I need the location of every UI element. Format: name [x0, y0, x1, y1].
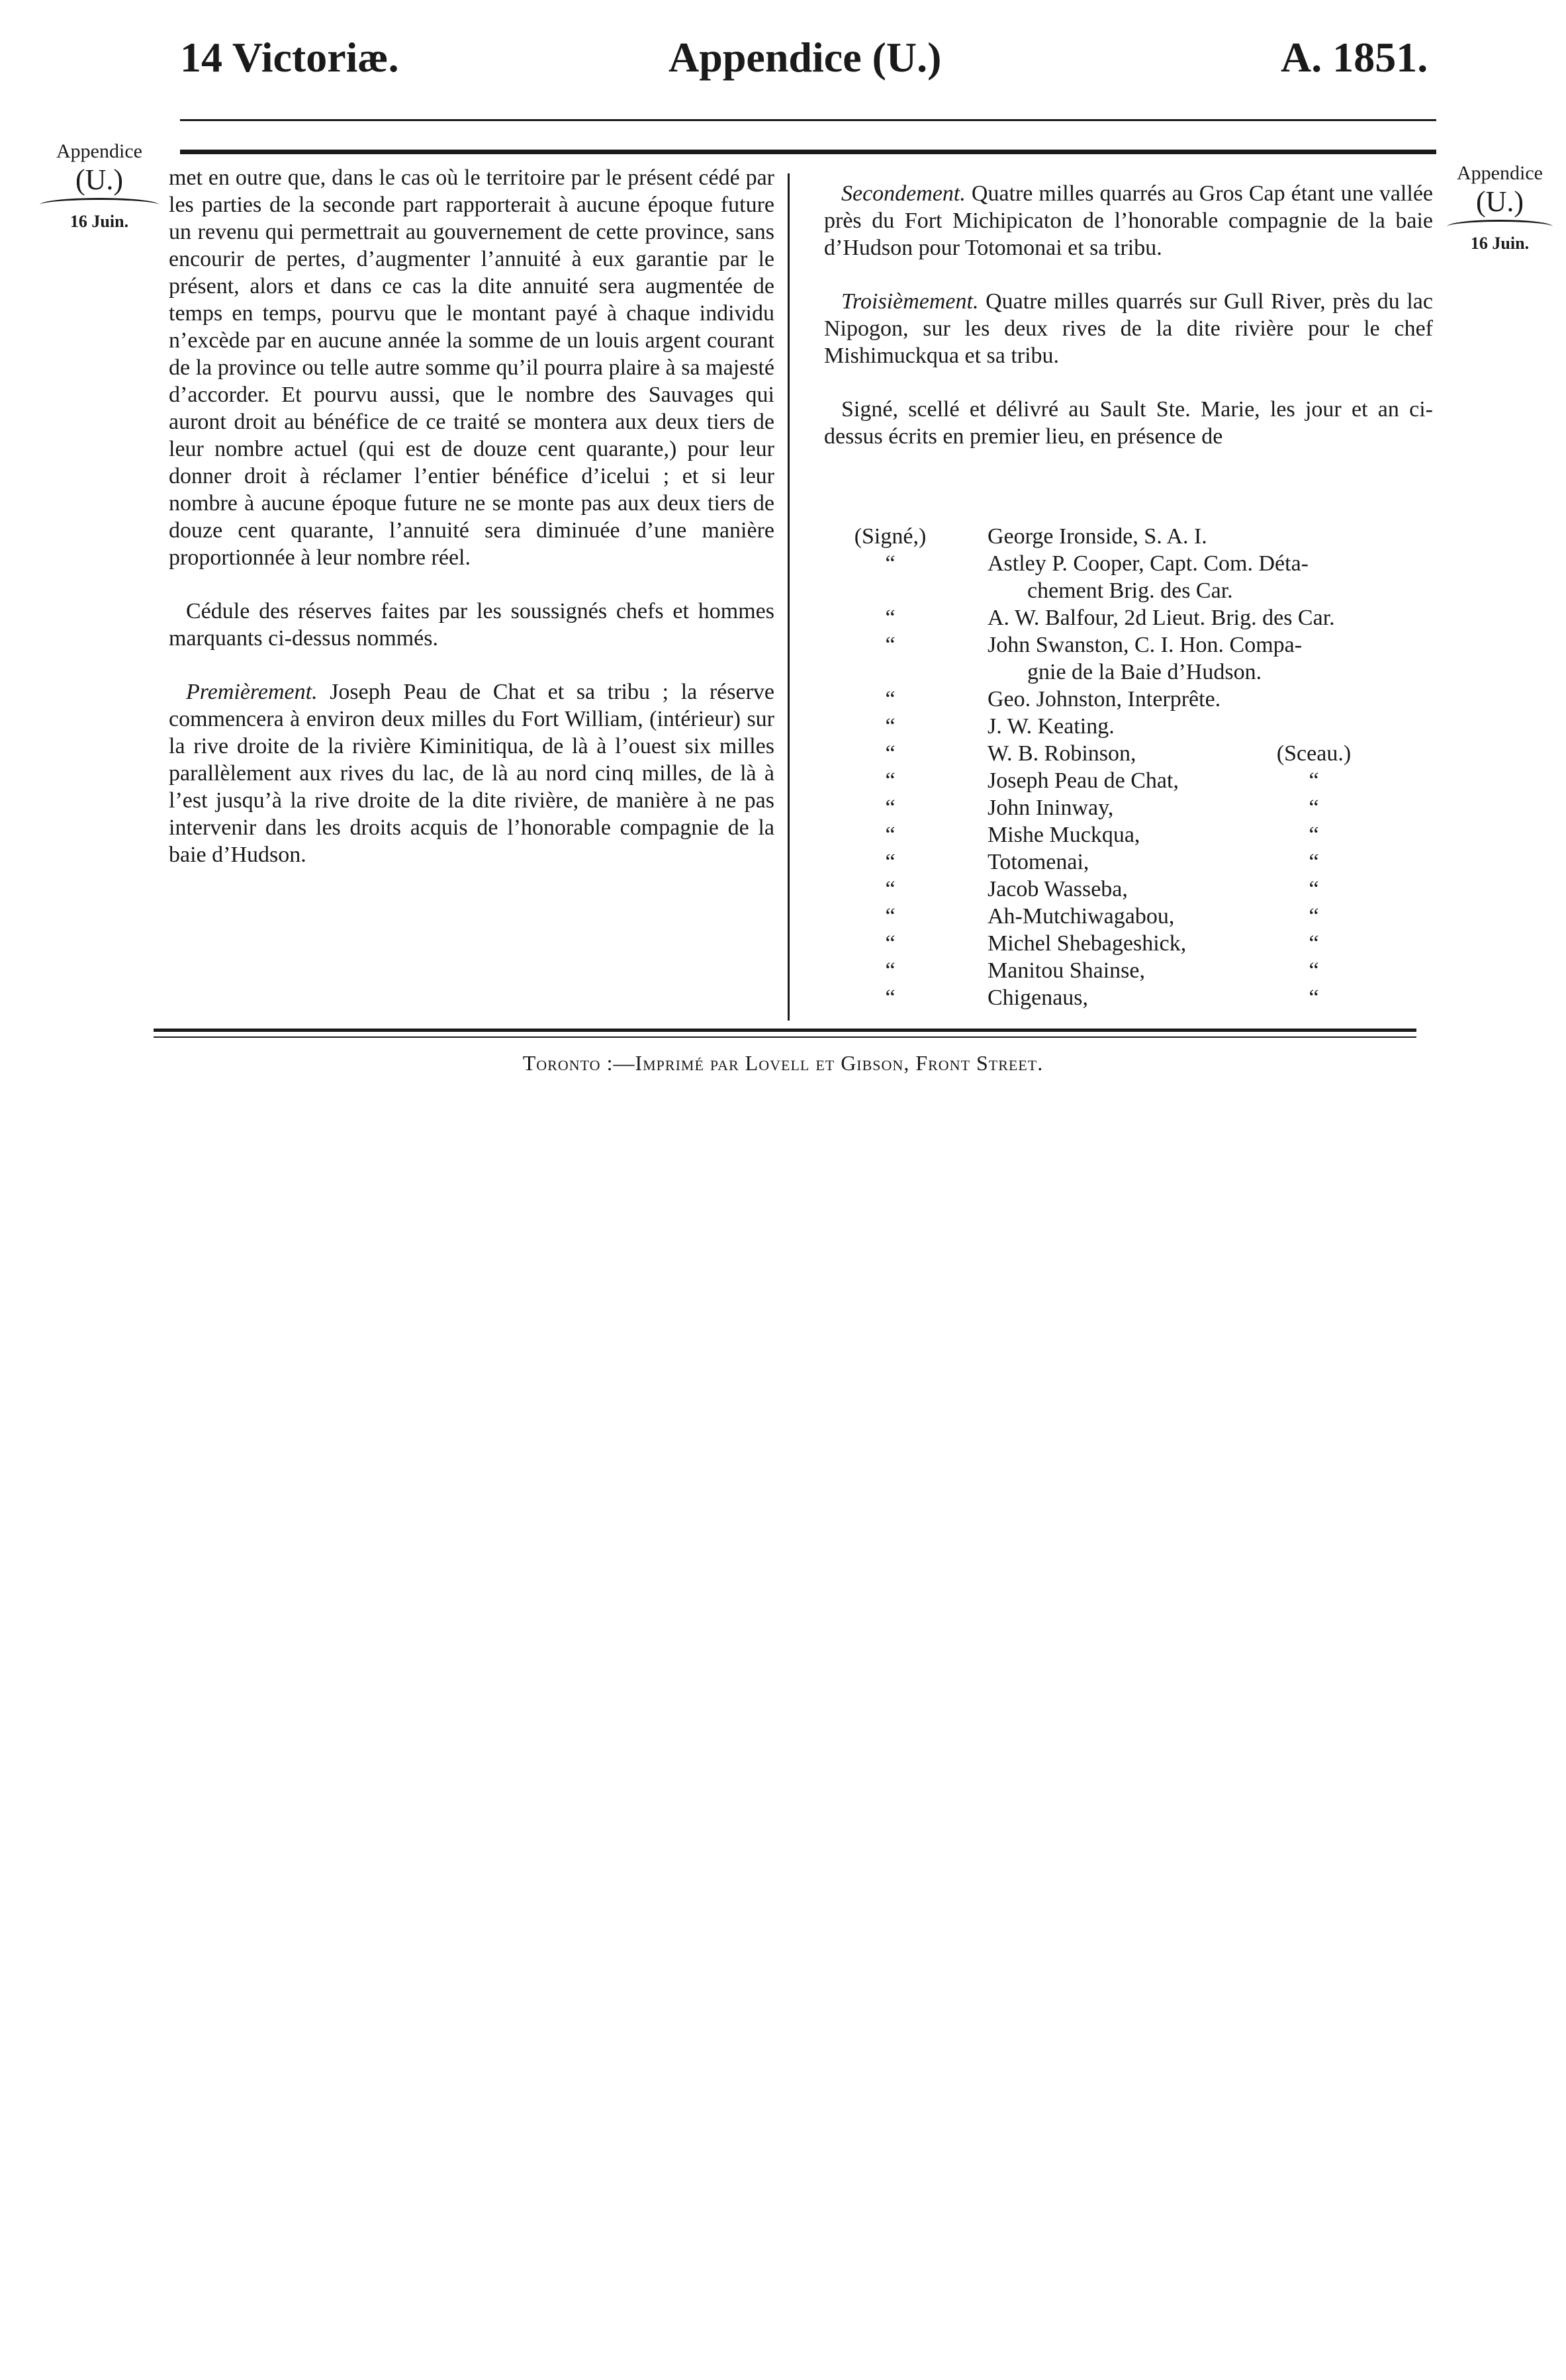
signatory-name	[988, 767, 1451, 794]
signature-row	[837, 957, 1433, 984]
signatory-name-line: Geo. Johnston, Interprête.	[988, 687, 1221, 711]
third-reserve-paragraph	[824, 288, 1433, 369]
signatory-name	[988, 876, 1451, 903]
signature-mark: “	[885, 850, 896, 874]
margin-appendix-letter: (U.)	[75, 163, 124, 196]
signatory-name	[988, 523, 1451, 550]
right-column	[824, 180, 1433, 450]
signatory-name	[988, 713, 1451, 740]
signatory-name-line: Totomenai,	[988, 850, 1089, 874]
signatory-name-line: W. B. Robinson,	[988, 741, 1136, 766]
signature-mark: “	[885, 877, 896, 901]
seal-mark: “	[1309, 877, 1319, 901]
signature-mark: “	[885, 633, 896, 657]
signature-row	[837, 848, 1433, 876]
seal-mark: “	[1309, 958, 1319, 983]
signatory-name-line: Jacob Wasseba,	[988, 877, 1128, 901]
first-reserve-text: Joseph Peau de Chat et sa tribu ; la réserve commencera à environ deux milles du Fort William, (intérieur) sur la rive droite de la rivière Kiminitiqua, de là à l’ouest six milles parallèlement aux rives du lac, de là au nord cinq milles, de là à l’est jusqu’à la rive droite de la dite rivière, de manière à ne pas intervenir dans les droits acquis de l’honorable compagnie de la baie d’Hudson.	[169, 680, 774, 867]
seal-mark: “	[1309, 796, 1319, 820]
signatory-name-line: Astley P. Cooper, Capt. Com. Déta-	[988, 551, 1309, 576]
header-year: A. 1851.	[1281, 34, 1428, 81]
signatory-name-continuation: gnie de la Baie d’Hudson.	[1027, 660, 1262, 684]
column-divider	[788, 173, 790, 1021]
header-rule-top	[180, 119, 1436, 121]
margin-appendice-label: Appendice	[1457, 162, 1543, 184]
signatory-name-line: John Swanston, C. I. Hon. Compa-	[988, 633, 1303, 657]
signatory-name	[988, 903, 1451, 930]
treaty-clause-paragraph: met en outre que, dans le cas où le territoire par le présent cédé par les parties de la seconde part rapporterait à aucune époque future un revenu qui permettrait au gouvernement de cette province, sans encourir de pertes, d’augmenter l’annuité à eux garantie par le présent, alors et dans ce cas la dite annuité sera augmentée de temps en temps, pourvu que le montant payé à chaque individu n’excède par en aucune année la somme de un louis argent courant de la province ou telle autre somme qu’il pourra plaire à sa majesté d’accorder. Et pourvu aussi, que le nombre des Sauvages qui auront droit au bénéfice de ce traité se montera aux deux tiers de leur nombre actuel (qui est de douze cent quarante,) pour leur donner droit à réclamer l’entier bénéfice d’icelui ; et si leur nombre à aucune époque future ne se monte pas aux deux tiers de douze cent quarante, l’annuité sera diminuée d’une manière proportionnée à leur nombre réel.	[169, 165, 774, 570]
margin-note-left	[26, 140, 172, 232]
signature-mark: “	[885, 904, 896, 929]
signature-mark: “	[885, 796, 896, 820]
first-reserve-paragraph	[169, 678, 774, 868]
margin-appendice-label: Appendice	[56, 140, 142, 162]
signing-statement: Signé, scellé et délivré au Sault Ste. Marie, les jour et an ci-dessus écrits en premier lieu, en présence de	[824, 397, 1433, 449]
second-reserve-paragraph	[824, 180, 1433, 261]
margin-date: 16 Juin.	[1470, 234, 1530, 253]
signature-row	[837, 930, 1433, 957]
signature-mark: “	[885, 985, 896, 1010]
reserves-schedule-heading: Cédule des réserves faites par les soussignés chefs et hommes marquants ci-dessus nommés.	[169, 599, 774, 651]
third-reserve-lead: Troisièmement.	[841, 289, 979, 314]
signature-row	[837, 821, 1433, 848]
signatory-name	[988, 631, 1451, 686]
seal-mark: “	[1309, 850, 1319, 874]
header-title: Appendice (U.)	[668, 34, 942, 81]
signatory-name	[988, 957, 1451, 984]
signature-row	[837, 876, 1433, 903]
signature-row	[837, 903, 1433, 930]
signature-row	[837, 686, 1433, 713]
signatory-name-line: Mishe Muckqua,	[988, 823, 1140, 847]
signature-mark: “	[885, 714, 896, 739]
signatory-name-line: Ah-Mutchiwagabou,	[988, 904, 1175, 929]
signature-mark: “	[885, 768, 896, 793]
signature-row	[837, 740, 1433, 767]
signatory-name	[988, 821, 1451, 848]
signatory-name-line: J. W. Keating.	[988, 714, 1115, 739]
signature-mark: “	[885, 958, 896, 983]
header-session: 14 Victoriæ.	[180, 34, 399, 81]
seal-mark: “	[1309, 823, 1319, 847]
seal-mark: “	[1309, 768, 1319, 793]
printer-imprint	[0, 1051, 1566, 1076]
signatory-name	[988, 984, 1451, 1011]
signature-row	[837, 984, 1433, 1011]
second-reserve-text: Quatre milles quarrés au Gros Cap étant une vallée près du Fort Michipicaton de l’honorable compagnie de la baie d’Hudson pour Totomonai et sa tribu.	[824, 181, 1433, 260]
signatory-name-line: Michel Shebageshick,	[988, 931, 1187, 956]
signature-row	[837, 550, 1433, 604]
bottom-rule-top	[154, 1029, 1416, 1032]
seal-mark: “	[1309, 985, 1319, 1010]
signature-mark: “	[885, 741, 896, 766]
header-rule-bottom	[180, 150, 1436, 154]
signatory-name	[988, 848, 1451, 876]
signatory-name	[988, 604, 1451, 631]
signature-mark: “	[885, 687, 896, 711]
signature-mark: “	[885, 823, 896, 847]
margin-note-right	[1434, 162, 1566, 253]
signature-mark: “	[885, 931, 896, 956]
first-reserve-lead: Premièrement.	[186, 680, 318, 704]
signatory-name-line: John Ininway,	[988, 796, 1114, 820]
signatory-name-line: A. W. Balfour, 2d Lieut. Brig. des Car.	[988, 606, 1335, 630]
seal-mark: “	[1309, 904, 1319, 929]
signature-mark: “	[885, 606, 896, 630]
signatory-name-line: Joseph Peau de Chat,	[988, 768, 1179, 793]
third-reserve-text: Quatre milles quarrés sur Gull River, près du lac Nipogon, sur les deux rives de la dite rivière pour le chef Mishimuckqua et sa tribu.	[824, 289, 1433, 368]
signatory-name-continuation: chement Brig. des Car.	[1027, 578, 1233, 603]
second-reserve-lead: Secondement.	[841, 181, 966, 206]
signature-row	[837, 713, 1433, 740]
signature-row	[837, 767, 1433, 794]
signature-mark: (Signé,)	[854, 524, 927, 549]
signatory-name-line: George Ironside, S. A. I.	[988, 524, 1207, 549]
printer-imprint-text: Toronto :—Imprimé par Lovell et Gibson, Front Street.	[522, 1051, 1044, 1075]
signatory-name	[988, 550, 1451, 604]
margin-date: 16 Juin.	[69, 212, 129, 232]
signatory-name	[988, 930, 1451, 957]
signatory-name	[988, 740, 1451, 767]
seal-mark: (Sceau.)	[1276, 741, 1352, 766]
signature-row	[837, 631, 1433, 686]
margin-appendix-letter: (U.)	[1475, 185, 1524, 218]
signatory-name	[988, 686, 1451, 713]
margin-brace	[1447, 220, 1553, 234]
signature-row	[837, 604, 1433, 631]
signatory-name-line: Manitou Shainse,	[988, 958, 1145, 983]
left-column	[169, 164, 774, 868]
signature-row	[837, 794, 1433, 821]
signature-mark: “	[885, 551, 896, 576]
seal-mark: “	[1309, 931, 1319, 956]
signatory-name	[988, 794, 1451, 821]
signature-list	[837, 523, 1433, 1011]
bottom-rule-bottom	[154, 1036, 1416, 1038]
margin-brace	[40, 198, 159, 212]
signatory-name-line: Chigenaus,	[988, 985, 1089, 1010]
signature-row	[837, 523, 1433, 550]
